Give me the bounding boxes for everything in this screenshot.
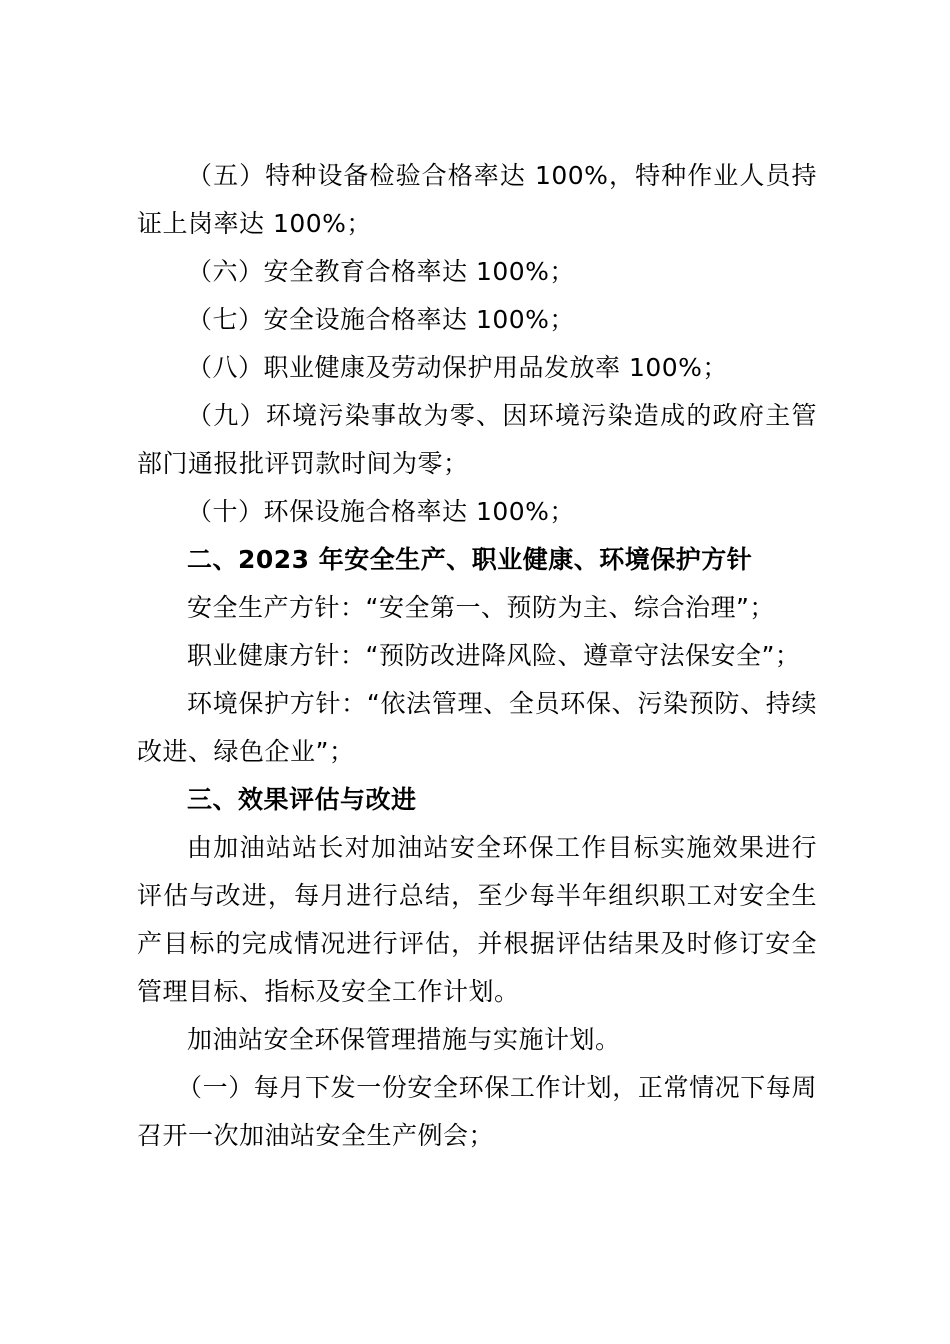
- paragraph-item-5: （五）特种设备检验合格率达 100%，特种作业人员持证上岗率达 100%；: [137, 161, 817, 238]
- paragraph-item-6: （六）安全教育合格率达 100%；: [187, 257, 575, 286]
- paragraph-measure-1: （一）每月下发一份安全环保工作计划，正常情况下每周召开一次加油站安全生产例会；: [137, 1073, 817, 1150]
- paragraph-policy-health: 职业健康方针：“预防改进降风险、遵章守法保安全”；: [187, 641, 801, 670]
- paragraph-policy-environment: 环境保护方针：“依法管理、全员环保、污染预防、持续改进、绿色企业”；: [137, 689, 817, 766]
- paragraph-measures-intro: 加油站安全环保管理措施与实施计划。: [187, 1025, 621, 1054]
- paragraph-policy-safety: 安全生产方针：“安全第一、预防为主、综合治理”；: [187, 593, 775, 622]
- paragraph-item-8: （八）职业健康及劳动保护用品发放率 100%；: [187, 353, 728, 382]
- section-heading-policies: 二、2023 年安全生产、职业健康、环境保护方针: [187, 545, 753, 574]
- paragraph-item-9: （九）环境污染事故为零、因环境污染造成的政府主管部门通报批评罚款时间为零；: [137, 401, 817, 478]
- section-heading-evaluation: 三、效果评估与改进: [187, 785, 417, 814]
- paragraph-item-10: （十）环保设施合格率达 100%；: [187, 497, 575, 526]
- paragraph-item-7: （七）安全设施合格率达 100%；: [187, 305, 575, 334]
- document-body: [137, 152, 817, 1160]
- paragraph-evaluation: 由加油站站长对加油站安全环保工作目标实施效果进行评估与改进，每月进行总结，至少每半年组织职工对安全生产目标的完成情况进行评估，并根据评估结果及时修订安全管理目标、指标及安全工作计划。: [137, 833, 817, 1006]
